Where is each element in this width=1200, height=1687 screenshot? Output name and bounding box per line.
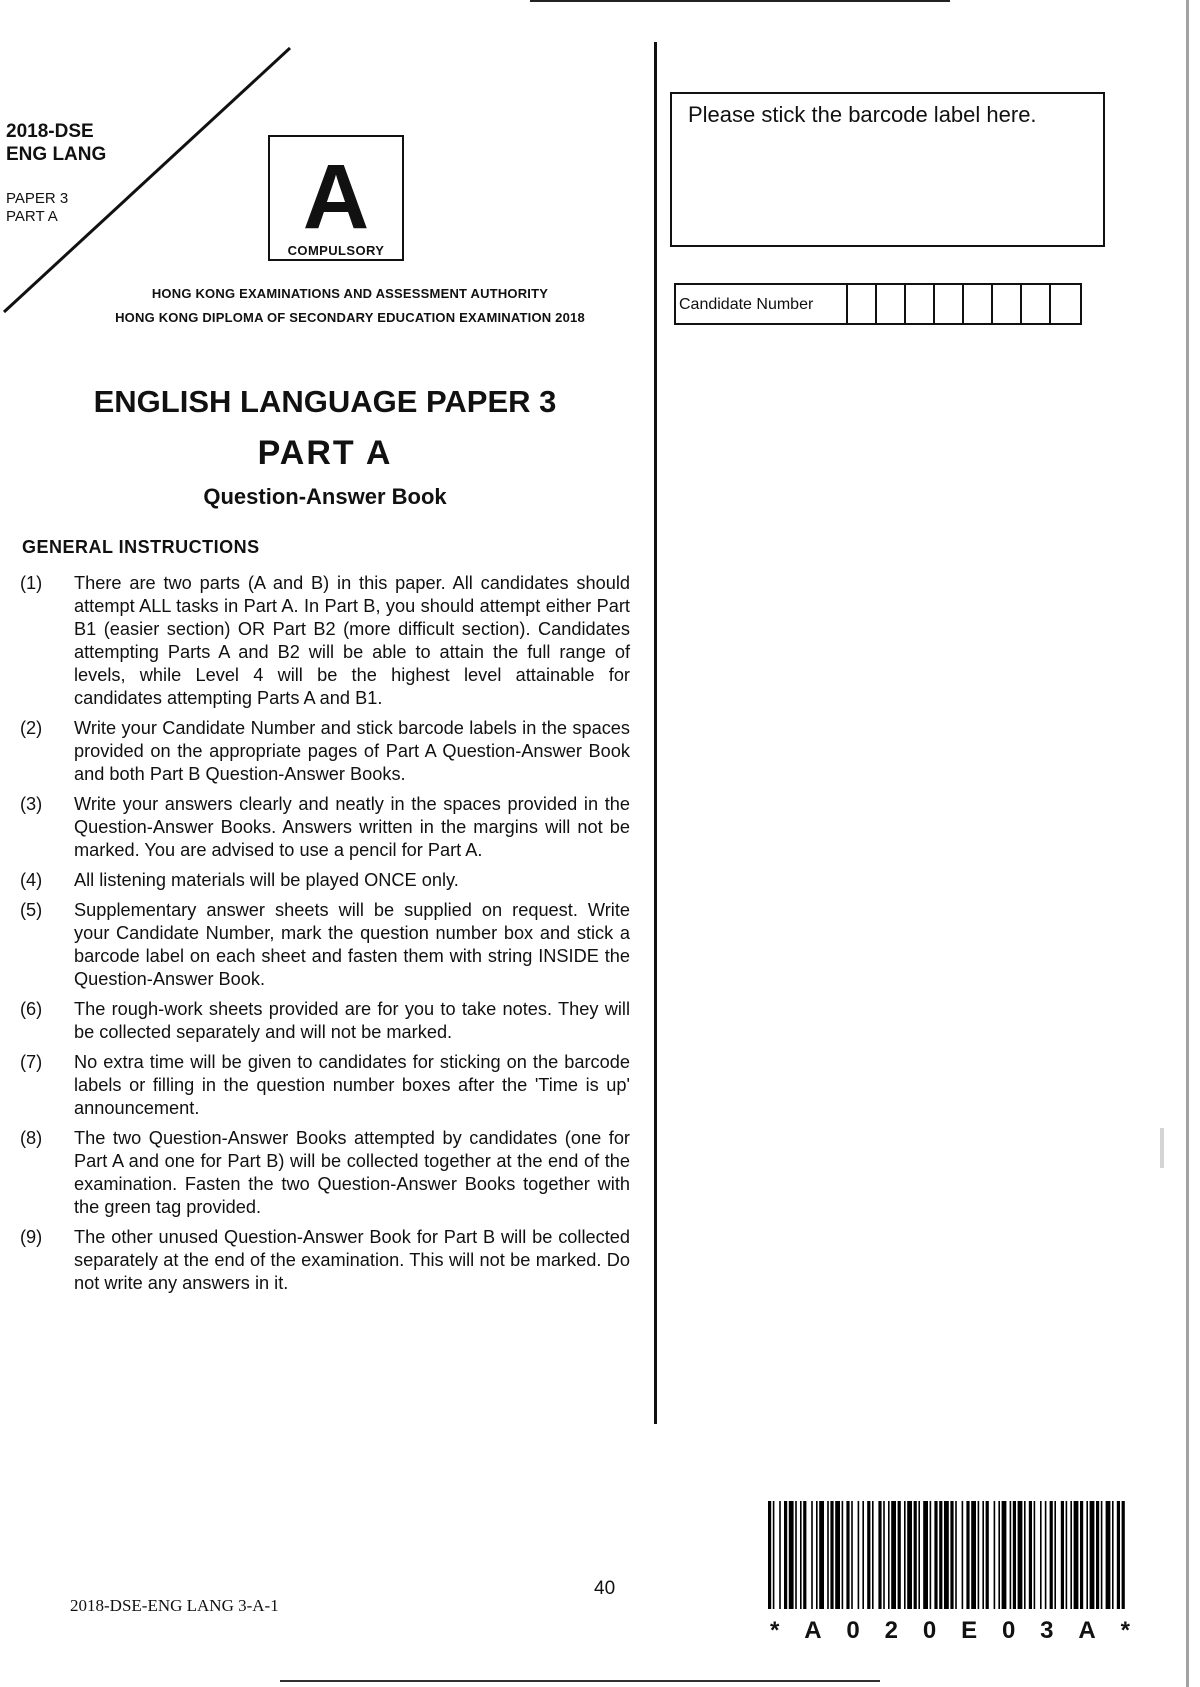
instruction-item bbox=[20, 869, 630, 892]
barcode-char: 2 bbox=[884, 1617, 898, 1644]
badge-label: COMPULSORY bbox=[287, 243, 385, 258]
instruction-number: (5) bbox=[20, 900, 43, 920]
barcode-bar bbox=[846, 1501, 849, 1609]
candidate-digit-box[interactable] bbox=[848, 285, 877, 323]
column-divider bbox=[654, 42, 657, 1424]
barcode-bar bbox=[1061, 1501, 1064, 1609]
barcode-bar bbox=[1090, 1501, 1095, 1609]
barcode-bar bbox=[827, 1501, 829, 1609]
barcode-bar bbox=[950, 1501, 953, 1609]
barcode-bar bbox=[862, 1501, 864, 1609]
barcode-char: 0 bbox=[1001, 1617, 1016, 1644]
barcode-bar bbox=[784, 1501, 787, 1609]
barcode-bar bbox=[1013, 1501, 1016, 1609]
exam-name: HONG KONG DIPLOMA OF SECONDARY EDUCATION EXAMINATION 2018 bbox=[115, 310, 585, 325]
barcode-bar bbox=[1106, 1501, 1111, 1609]
barcode-bar bbox=[1070, 1501, 1072, 1609]
instructions-heading: GENERAL INSTRUCTIONS bbox=[22, 537, 260, 557]
badge-letter: A bbox=[302, 146, 370, 248]
barcode-char: 0 bbox=[922, 1617, 937, 1644]
barcode-bar bbox=[891, 1501, 896, 1609]
instruction-text: Supplementary answer sheets will be supplied on request. Write your Candidate Number, mark the question number box and stick a barcode label on each sheet and fasten them with string INSIDE the Question-Answer Book. bbox=[74, 900, 630, 989]
barcode-bar bbox=[930, 1501, 932, 1609]
barcode-bar bbox=[851, 1501, 853, 1609]
barcode-bar bbox=[904, 1501, 906, 1609]
barcode-bar bbox=[858, 1501, 860, 1609]
barcode-bar bbox=[986, 1501, 989, 1609]
instruction-item bbox=[20, 1127, 630, 1219]
instruction-number: (2) bbox=[20, 718, 43, 738]
barcode-bar bbox=[1010, 1501, 1012, 1609]
barcode-bar bbox=[1018, 1501, 1023, 1609]
footer-code: 2018-DSE-ENG LANG 3-A-1 bbox=[70, 1596, 279, 1615]
instruction-text: The rough-work sheets provided are for you to take notes. They will be collected separately and will not be marked. bbox=[74, 999, 630, 1042]
instruction-number: (9) bbox=[20, 1227, 43, 1247]
barcode-bar bbox=[830, 1501, 833, 1609]
instruction-item bbox=[20, 899, 630, 991]
barcode-bar bbox=[800, 1501, 802, 1609]
barcode-label-text: Please stick the barcode label here. bbox=[688, 102, 1037, 127]
instruction-item bbox=[20, 572, 630, 710]
diagonal-stroke bbox=[0, 40, 300, 320]
paper-title: ENGLISH LANGUAGE PAPER 3 bbox=[93, 384, 557, 419]
barcode-bar bbox=[1054, 1501, 1056, 1609]
barcode-char: 3 bbox=[1040, 1617, 1054, 1644]
barcode-bar bbox=[1086, 1501, 1088, 1609]
instruction-text: All listening materials will be played ONCE only. bbox=[74, 870, 459, 890]
authority-block bbox=[60, 284, 640, 328]
barcode-char: * bbox=[1120, 1617, 1130, 1644]
instruction-item bbox=[20, 1226, 630, 1295]
barcode-bar bbox=[998, 1501, 1000, 1609]
barcode-bar bbox=[773, 1501, 775, 1609]
instruction-number: (1) bbox=[20, 573, 43, 593]
barcode-bar bbox=[795, 1501, 797, 1609]
authority-name: HONG KONG EXAMINATIONS AND ASSESSMENT AUTHORITY bbox=[151, 286, 549, 301]
barcode-bar bbox=[966, 1501, 969, 1609]
barcode-bar bbox=[1050, 1501, 1053, 1609]
barcode-bar bbox=[867, 1501, 870, 1609]
barcode-bar bbox=[923, 1501, 928, 1609]
instruction-text: The two Question-Answer Books attempted by candidates (one for Part A and one for Part B) will be collected together at the end of the examination. Fasten the two Question-Answer Books together with the green tag provided. bbox=[74, 1128, 630, 1217]
instruction-text: No extra time will be given to candidates for sticking on the barcode labels or filling in the question number boxes after the 'Time is up' announcement. bbox=[74, 1052, 630, 1118]
barcode-bar bbox=[803, 1501, 806, 1609]
barcode-bar bbox=[1074, 1501, 1079, 1609]
bottom-edge-line bbox=[280, 1680, 880, 1682]
barcode-bar bbox=[1096, 1501, 1099, 1609]
instruction-number: (7) bbox=[20, 1052, 43, 1072]
instruction-item bbox=[20, 1051, 630, 1120]
barcode-bar bbox=[1122, 1501, 1125, 1609]
barcode-bar bbox=[835, 1501, 840, 1609]
candidate-number-field[interactable] bbox=[674, 283, 1082, 325]
page-number: 40 bbox=[594, 1578, 616, 1599]
instruction-item bbox=[20, 717, 630, 786]
candidate-digit-box[interactable] bbox=[877, 285, 906, 323]
barcode-bar bbox=[816, 1501, 818, 1609]
book-title: Question-Answer Book bbox=[203, 484, 447, 509]
candidate-digit-box[interactable] bbox=[935, 285, 964, 323]
barcode-bar bbox=[872, 1501, 874, 1609]
barcode-char: E bbox=[961, 1617, 978, 1644]
barcode-bar bbox=[842, 1501, 844, 1609]
instruction-number: (3) bbox=[20, 794, 43, 814]
paper-part bbox=[6, 190, 68, 226]
barcode-image bbox=[766, 1501, 1126, 1611]
barcode-char: 0 bbox=[846, 1617, 860, 1644]
instruction-number: (4) bbox=[20, 870, 43, 890]
instruction-text: Write your answers clearly and neatly in the spaces provided in the Question-Answer Books. Answers written in the margins will not be marked. You are advised to use a pencil for Part A. bbox=[74, 794, 630, 860]
top-edge-line bbox=[530, 0, 950, 2]
barcode-char: A bbox=[804, 1617, 822, 1644]
paper-code-subject: ENG LANG bbox=[6, 144, 107, 165]
barcode-char: A bbox=[1078, 1617, 1096, 1644]
barcode-bar bbox=[1117, 1501, 1120, 1609]
paper-number: PAPER 3 bbox=[6, 190, 69, 207]
paper-code-year: 2018-DSE bbox=[6, 121, 94, 142]
barcode-bar bbox=[939, 1501, 942, 1609]
candidate-digit-box[interactable] bbox=[1051, 285, 1080, 323]
barcode-bar bbox=[918, 1501, 920, 1609]
part-title: PART A bbox=[257, 434, 393, 472]
barcode-bar bbox=[971, 1501, 976, 1609]
barcode-bar bbox=[898, 1501, 901, 1609]
barcode-bar bbox=[1112, 1501, 1114, 1609]
barcode-bar bbox=[789, 1501, 794, 1609]
scan-mark bbox=[1160, 1128, 1164, 1168]
candidate-digit-box[interactable] bbox=[1022, 285, 1051, 323]
barcode-bar bbox=[1029, 1501, 1032, 1609]
barcode-bar bbox=[1101, 1501, 1103, 1609]
barcode-bar bbox=[819, 1501, 824, 1609]
barcode-bar bbox=[1080, 1501, 1083, 1609]
barcode-bar bbox=[768, 1501, 771, 1609]
instruction-text: Write your Candidate Number and stick barcode labels in the spaces provided on the appropriate pages of Part A Question-Answer Book and both Part B Question-Answer Books. bbox=[74, 718, 630, 784]
barcode-label-box[interactable] bbox=[670, 92, 1105, 247]
barcode-bar bbox=[1045, 1501, 1047, 1609]
barcode-bar bbox=[978, 1501, 980, 1609]
barcode-bar bbox=[914, 1501, 917, 1609]
barcode-bar bbox=[1002, 1501, 1007, 1609]
part-label: PART A bbox=[6, 208, 58, 225]
candidate-digit-box[interactable] bbox=[906, 285, 935, 323]
instruction-number: (8) bbox=[20, 1128, 43, 1148]
instruction-text: There are two parts (A and B) in this paper. All candidates should attempt ALL tasks in Part A. In Part B, you should attempt either Part B1 (easier section) OR Part B2 (more difficult section). Candidates attempting Parts A and B2 will be able to attain the full range of levels, while Level 4 will be the highest level attainable for candidates attempting Parts A and B1. bbox=[74, 573, 630, 708]
barcode-bar bbox=[944, 1501, 949, 1609]
compulsory-badge bbox=[268, 135, 404, 261]
instruction-item bbox=[20, 998, 630, 1044]
barcode-char: * bbox=[770, 1617, 780, 1644]
instruction-number: (6) bbox=[20, 999, 43, 1019]
barcode-bar bbox=[934, 1501, 937, 1609]
barcode-bar bbox=[779, 1501, 781, 1609]
barcode-bar bbox=[982, 1501, 984, 1609]
barcode-bar bbox=[878, 1501, 881, 1609]
barcode-bar bbox=[994, 1501, 996, 1609]
candidate-number-label: Candidate Number bbox=[676, 285, 848, 323]
instructions-list bbox=[20, 572, 630, 1302]
barcode-bar bbox=[1034, 1501, 1036, 1609]
barcode-bar bbox=[888, 1501, 890, 1609]
barcode-bar bbox=[962, 1501, 964, 1609]
instruction-text: The other unused Question-Answer Book for Part B will be collected separately at the end of the examination. This will not be marked. Do not write any answers in it. bbox=[74, 1227, 630, 1293]
barcode-bar bbox=[1024, 1501, 1026, 1609]
barcode-human-readable bbox=[770, 1617, 1130, 1645]
instruction-item bbox=[20, 793, 630, 862]
barcode-bar bbox=[955, 1501, 957, 1609]
paper-code bbox=[6, 120, 106, 166]
candidate-digit-box[interactable] bbox=[964, 285, 993, 323]
barcode-bar bbox=[811, 1501, 813, 1609]
page-right-edge bbox=[1186, 0, 1189, 1687]
barcode-bar bbox=[883, 1501, 885, 1609]
barcode-bar bbox=[907, 1501, 912, 1609]
barcode-bar bbox=[1066, 1501, 1068, 1609]
candidate-digit-box[interactable] bbox=[993, 285, 1022, 323]
barcode-bar bbox=[1040, 1501, 1042, 1609]
